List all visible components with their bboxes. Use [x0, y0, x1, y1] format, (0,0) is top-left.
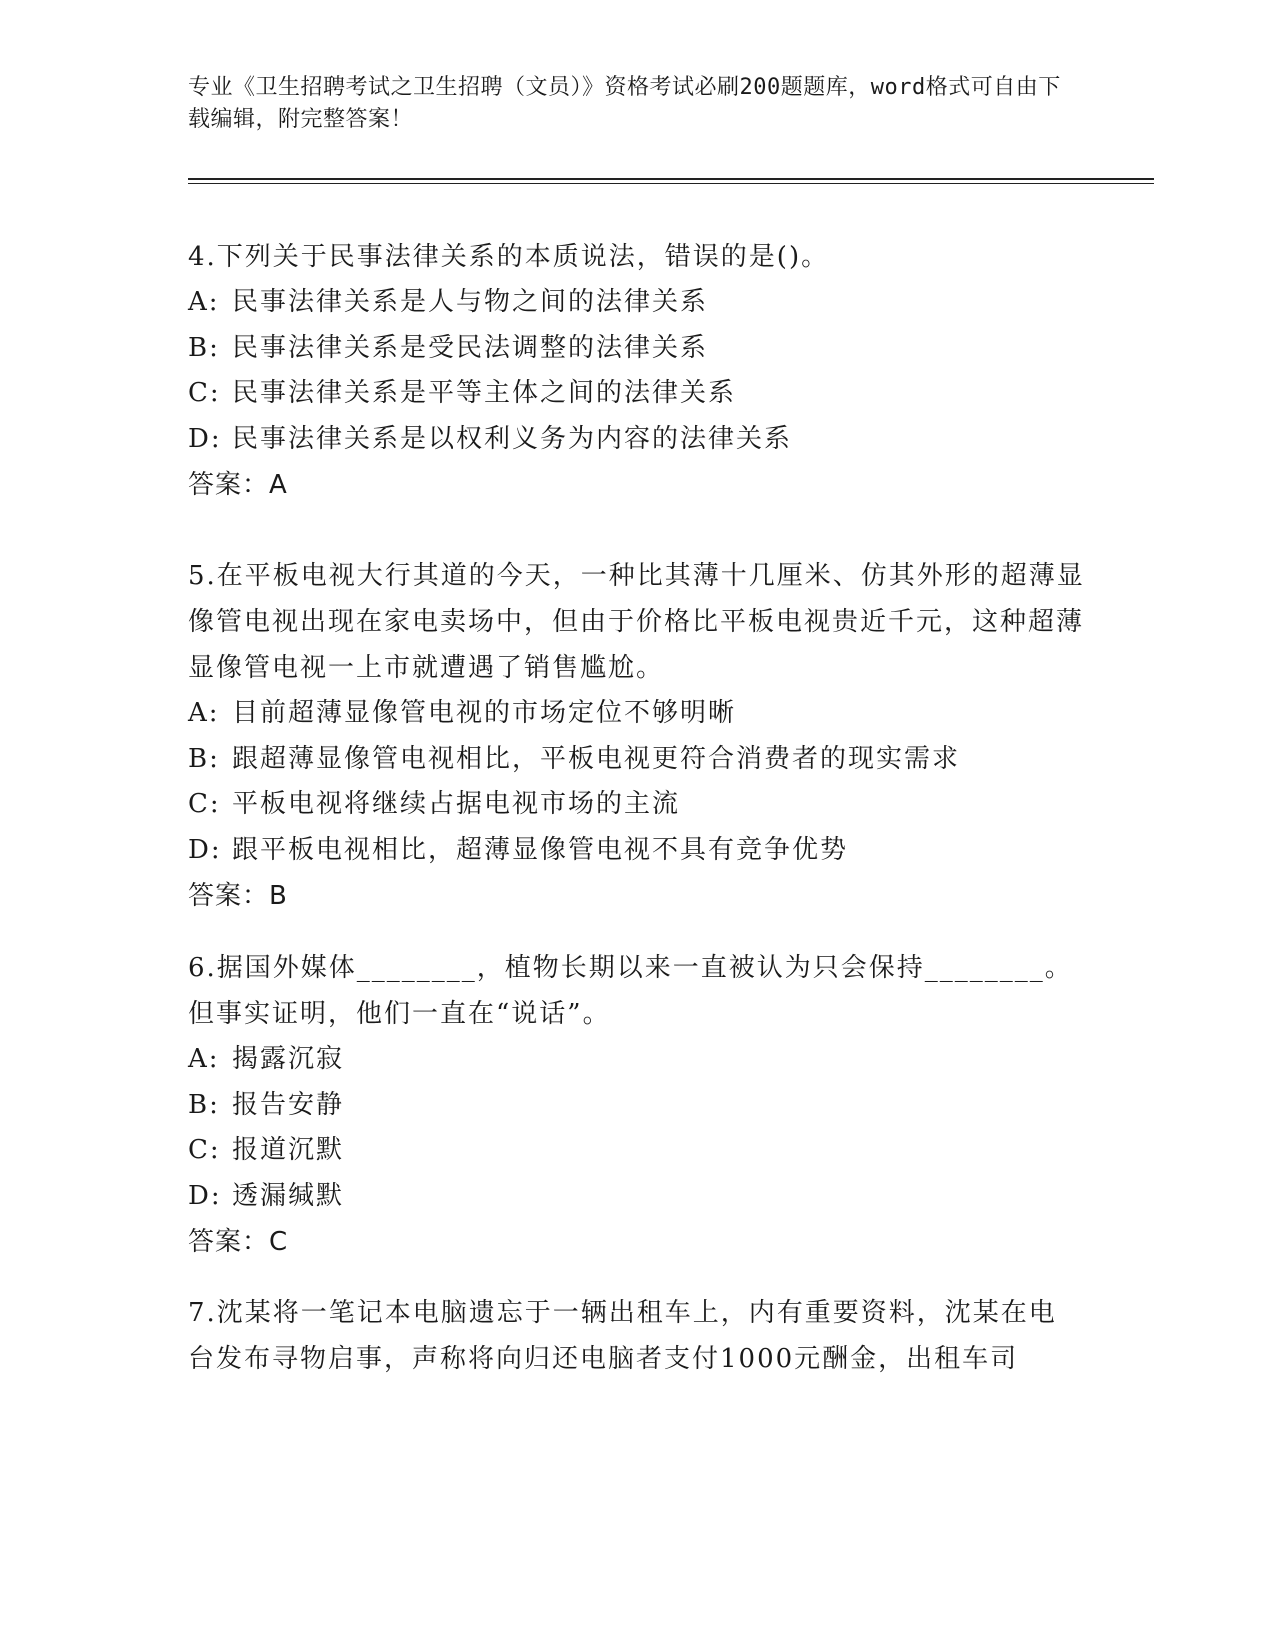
- option-text: 民事法律关系是以权利义务为内容的法律关系: [232, 423, 793, 454]
- option-text: 报告安静: [232, 1089, 345, 1120]
- option-b: [188, 326, 1088, 372]
- header-divider-thick: [188, 178, 1154, 180]
- option-key: A:: [188, 287, 220, 317]
- option-a: [188, 280, 1088, 326]
- answer-line: 答案：A: [188, 470, 288, 501]
- option-text: 报道沉默: [232, 1135, 345, 1166]
- question-stem: 6.据国外媒体________，植物长期以来一直被认为只会保持________。但事实证明，他们一直在“说话”。: [188, 953, 1073, 1029]
- question-4: [188, 234, 1088, 508]
- option-key: A:: [188, 698, 220, 728]
- option-text: 目前超薄显像管电视的市场定位不够明晰: [232, 698, 737, 728]
- question-stem: 4.下列关于民事法律关系的本质说法，错误的是()。: [188, 242, 830, 272]
- option-text: 民事法律关系是受民法调整的法律关系: [232, 332, 709, 363]
- option-key: D:: [188, 1180, 222, 1211]
- answer-line: 答案：C: [188, 1227, 289, 1258]
- option-text: 平板电视将继续占据电视市场的主流: [232, 789, 681, 820]
- question-7: [188, 1290, 1058, 1382]
- question-stem: 5.在平板电视大行其道的今天，一种比其薄十几厘米、仿其外形的超薄显像管电视出现在家电卖场中，但由于价格比平板电视贵近千元，这种超薄显像管电视一上市就遭遇了销售尴尬。: [188, 561, 1085, 683]
- option-b: [188, 1083, 1088, 1129]
- option-text: 民事法律关系是平等主体之间的法律关系: [232, 378, 737, 409]
- document-header: 专业《卫生招聘考试之卫生招聘（文员）》资格考试必刷200题题库，word格式可自由下载编辑，附完整答案！: [188, 75, 1061, 132]
- option-text: 揭露沉寂: [232, 1044, 345, 1074]
- option-key: C:: [188, 378, 221, 409]
- option-d: [188, 417, 1088, 463]
- option-key: B:: [188, 332, 220, 363]
- option-key: D:: [188, 423, 222, 454]
- option-a: [188, 1037, 1088, 1083]
- option-c: [188, 782, 1088, 828]
- option-b: [188, 737, 1088, 783]
- option-text: 跟平板电视相比，超薄显像管电视不具有竞争优势: [232, 834, 849, 865]
- option-key: C:: [188, 789, 221, 820]
- option-key: B:: [188, 743, 220, 774]
- option-text: 民事法律关系是人与物之间的法律关系: [232, 287, 709, 317]
- option-key: B:: [188, 1089, 220, 1120]
- option-key: D:: [188, 834, 222, 865]
- header-divider-thin: [188, 183, 1154, 184]
- question-6: [188, 945, 1088, 1265]
- answer-line: 答案：B: [188, 881, 288, 912]
- question-5: [188, 553, 1088, 919]
- option-text: 跟超薄显像管电视相比，平板电视更符合消费者的现实需求: [232, 743, 961, 774]
- question-stem: 7.沈某将一笔记本电脑遗忘于一辆出租车上，内有重要资料，沈某在电台发布寻物启事，声称将向归还电脑者支付1000元酬金，出租车司: [188, 1298, 1057, 1374]
- option-key: A:: [188, 1044, 220, 1074]
- option-c: [188, 1128, 1088, 1174]
- option-a: [188, 691, 1088, 737]
- option-text: 透漏缄默: [232, 1180, 345, 1211]
- option-c: [188, 371, 1088, 417]
- option-d: [188, 1174, 1088, 1220]
- option-d: [188, 828, 1088, 874]
- option-key: C:: [188, 1135, 221, 1166]
